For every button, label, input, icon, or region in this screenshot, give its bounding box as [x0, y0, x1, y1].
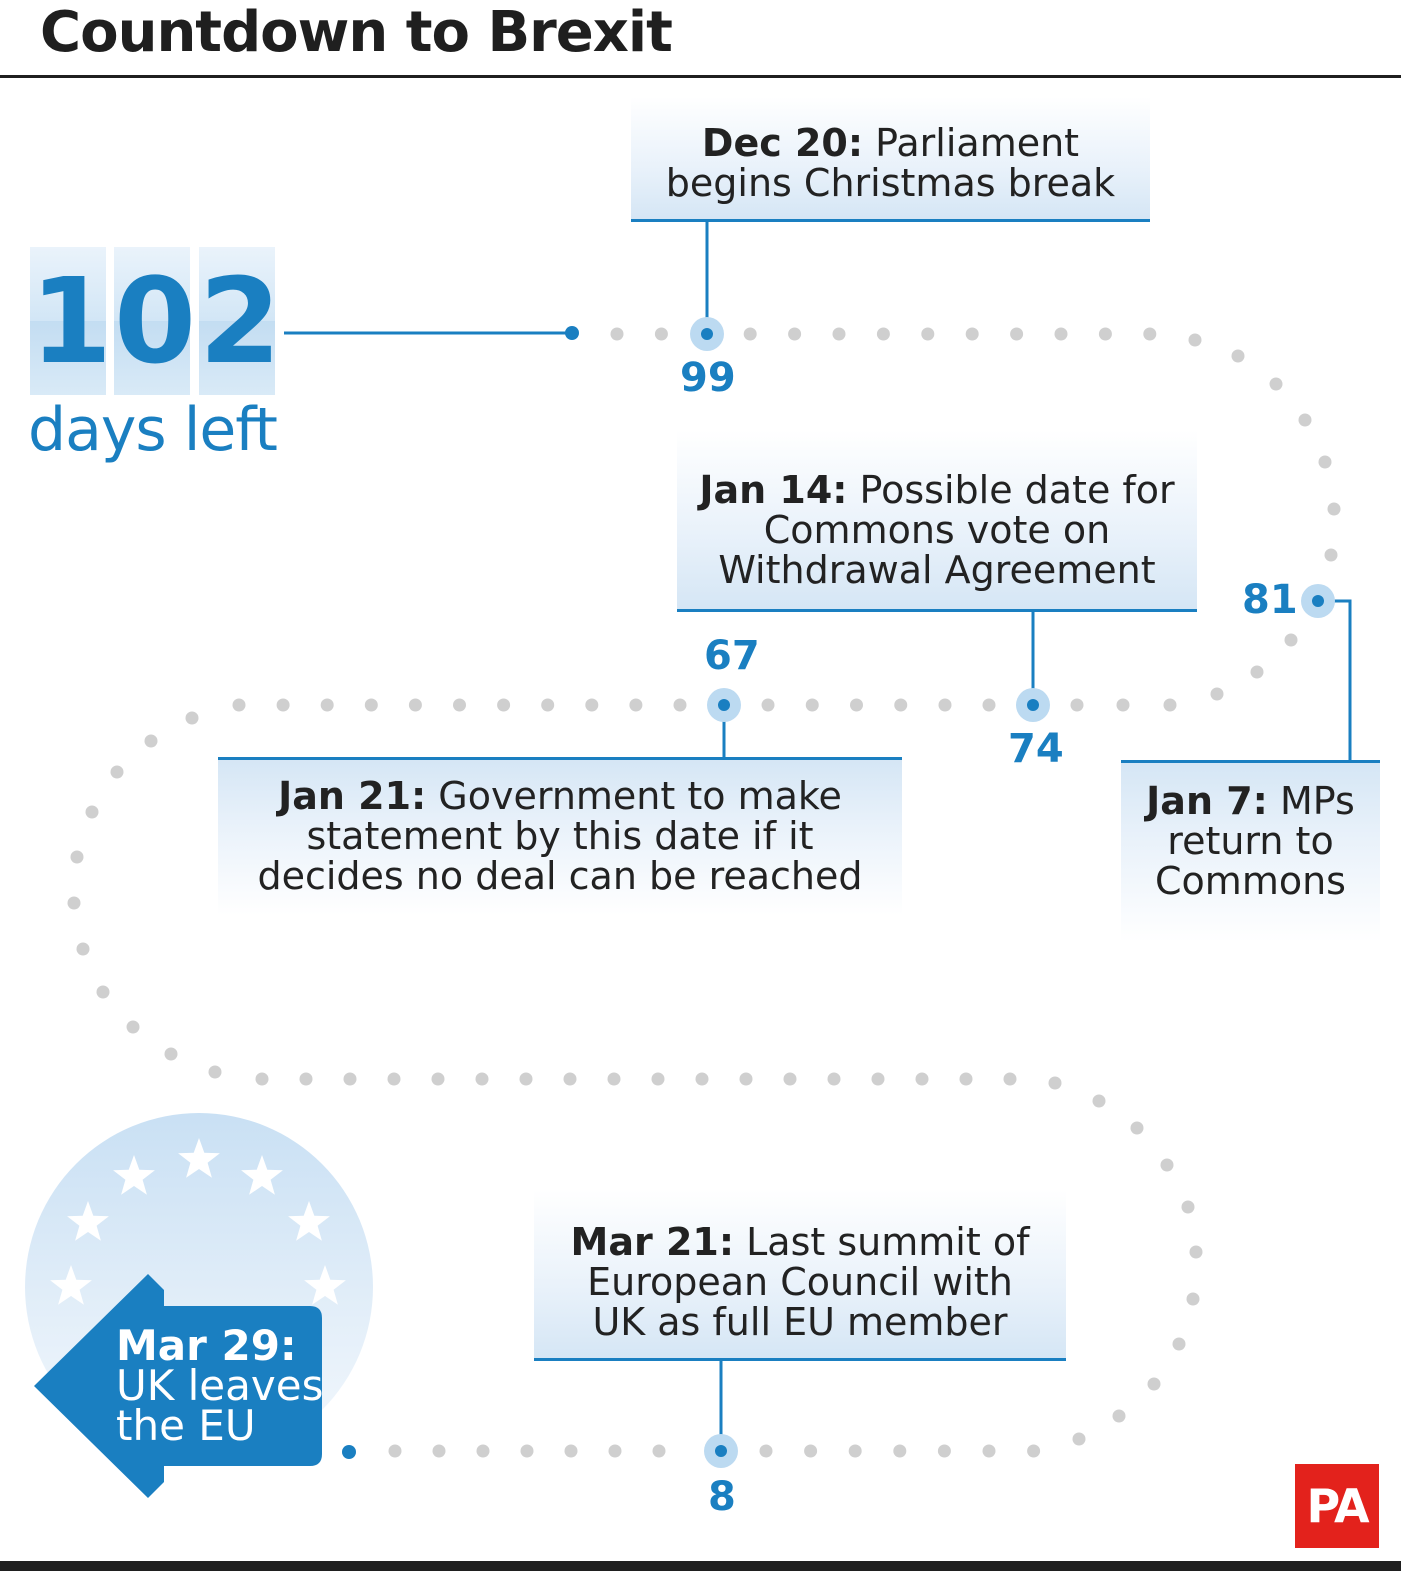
event-jan21-line3: decides no deal can be reached: [257, 854, 863, 898]
counter-digit-3: 2: [199, 247, 275, 395]
page-title: Countdown to Brexit: [40, 0, 672, 65]
event-jan14-line2: Commons vote on: [763, 508, 1111, 552]
star-icon: [67, 1201, 109, 1241]
event-jan21-line2: statement by this date if it: [306, 814, 814, 858]
final-event-date: Mar 29:: [116, 1321, 297, 1370]
event-dec20-date: Dec 20:: [701, 121, 864, 165]
star-icon: [241, 1155, 283, 1195]
star-icon: [178, 1138, 220, 1178]
event-mar21-line1: Mar 21: Last summit of: [570, 1220, 1030, 1264]
event-mar21-line3: UK as full EU member: [592, 1300, 1008, 1344]
counter-digit-1: 1: [30, 247, 106, 395]
event-mar21-line2: European Council with: [587, 1260, 1013, 1304]
days-marker-99: 99: [680, 355, 736, 401]
event-jan7-date: Jan 7:: [1146, 779, 1268, 823]
star-icon: [113, 1155, 155, 1195]
days-marker-67: 67: [704, 633, 760, 679]
pa-logo: PA: [1295, 1464, 1379, 1548]
event-jan7-line2: return to: [1167, 819, 1334, 863]
bottom-divider: [0, 1561, 1401, 1571]
counter-digit-2: 0: [114, 247, 190, 395]
event-jan14-date: Jan 14:: [699, 468, 848, 512]
event-jan21-line1: Jan 21: Government to make: [278, 774, 842, 818]
days-marker-74: 74: [1008, 726, 1064, 772]
event-jan14-line3: Withdrawal Agreement: [718, 548, 1156, 592]
event-jan14-line1: Jan 14: Possible date for: [699, 468, 1175, 512]
event-mar21-date: Mar 21:: [570, 1220, 735, 1264]
days-marker-81: 81: [1242, 577, 1298, 623]
event-jan7-line3: Commons: [1155, 859, 1346, 903]
days-left-label: days left: [28, 395, 277, 465]
final-event-line1: UK leaves: [116, 1361, 324, 1410]
event-jan21-date: Jan 21:: [278, 774, 427, 818]
star-icon: [288, 1201, 330, 1241]
final-event-line2: the EU: [116, 1401, 256, 1450]
final-event-text: [116, 1321, 324, 1450]
event-dec20-line2: begins Christmas break: [665, 161, 1116, 205]
event-dec20-line1: Dec 20: Parliament: [701, 121, 1080, 165]
event-jan7-line1: Jan 7: MPs: [1146, 779, 1355, 823]
days-marker-8: 8: [708, 1474, 736, 1520]
